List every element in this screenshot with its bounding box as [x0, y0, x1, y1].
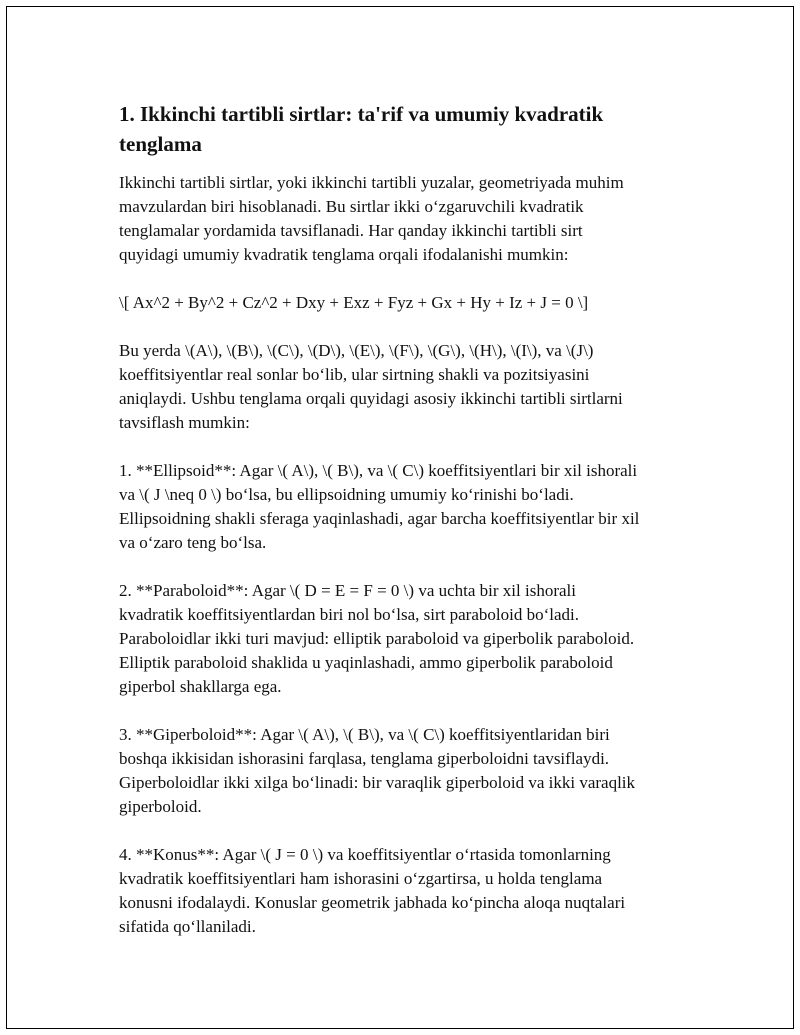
list-item-paraboloid: 2. **Paraboloid**: Agar \( D = E = F = 0 \) va uchta bir xil ishorali kvadratik koeffitsiyentlardan biri nol bo‘lsa, sirt paraboloid bo‘ladi. Paraboloidlar ikki turi mavjud: elliptik paraboloid va giperbolik paraboloid. Elliptik paraboloid shaklida u yaqinlashadi, ammo giperbolik paraboloid giperbol shakllarga ega.: [119, 581, 635, 696]
section-title: 1. Ikkinchi tartibli sirtlar: ta'rif va umumiy kvadratik tenglama: [119, 102, 604, 156]
page-frame: [6, 6, 794, 1029]
quadric-equation: \[ Ax^2 + By^2 + Cz^2 + Dxy + Exz + Fyz + Gx + Hy + Iz + J = 0 \]: [119, 293, 589, 312]
list-item-ellipsoid: 1. **Ellipsoid**: Agar \( A\), \( B\), va \( C\) koeffitsiyentlari bir xil ishorali va \( J \neq 0 \) bo‘lsa, bu ellipsoidning umumiy ko‘rinishi bo‘ladi. Ellipsoidning shakli sferaga yaqinlashadi, agar barcha koeffitsiyentlar bir xil va o‘zaro teng bo‘lsa.: [119, 461, 640, 552]
list-item-cone: 4. **Konus**: Agar \( J = 0 \) va koeffitsiyentlar o‘rtasida tomonlarning kvadratik koeffitsiyentlari ham ishorasini o‘zgartirsa, u holda tenglama konusni ifodalaydi. Konuslar geometrik jabhada ko‘pincha aloqa nuqtalari sifatida qo‘llaniladi.: [119, 845, 626, 936]
document-content: [119, 99, 699, 963]
list-item-hyperboloid: 3. **Giperboloid**: Agar \( A\), \( B\), va \( C\) koeffitsiyentlaridan biri boshqa ikkisidan ishorasini farqlasa, tenglama giperboloidni tavsiflaydi. Giperboloidlar ikki xilga bo‘linadi: bir varaqlik giperboloid va ikki varaqlik giperboloid.: [119, 725, 636, 816]
coefficients-paragraph: Bu yerda \(A\), \(B\), \(C\), \(D\), \(E\), \(F\), \(G\), \(H\), \(I\), va \(J\) koeffitsiyentlar real sonlar bo‘lib, ular sirtning shakli va pozitsiyasini aniqlaydi. Ushbu tenglama orqali quyidagi asosiy ikkinchi tartibli sirtlarni tavsiflash mumkin:: [119, 341, 623, 432]
intro-paragraph: Ikkinchi tartibli sirtlar, yoki ikkinchi tartibli yuzalar, geometriyada muhim mavzulardan biri hisoblanadi. Bu sirtlar ikki o‘zgaruvchili kvadratik tenglamalar yordamida tavsiflanadi. Har qanday ikkinchi tartibli sirt quyidagi umumiy kvadratik tenglama orqali ifodalanishi mumkin:: [119, 173, 624, 264]
